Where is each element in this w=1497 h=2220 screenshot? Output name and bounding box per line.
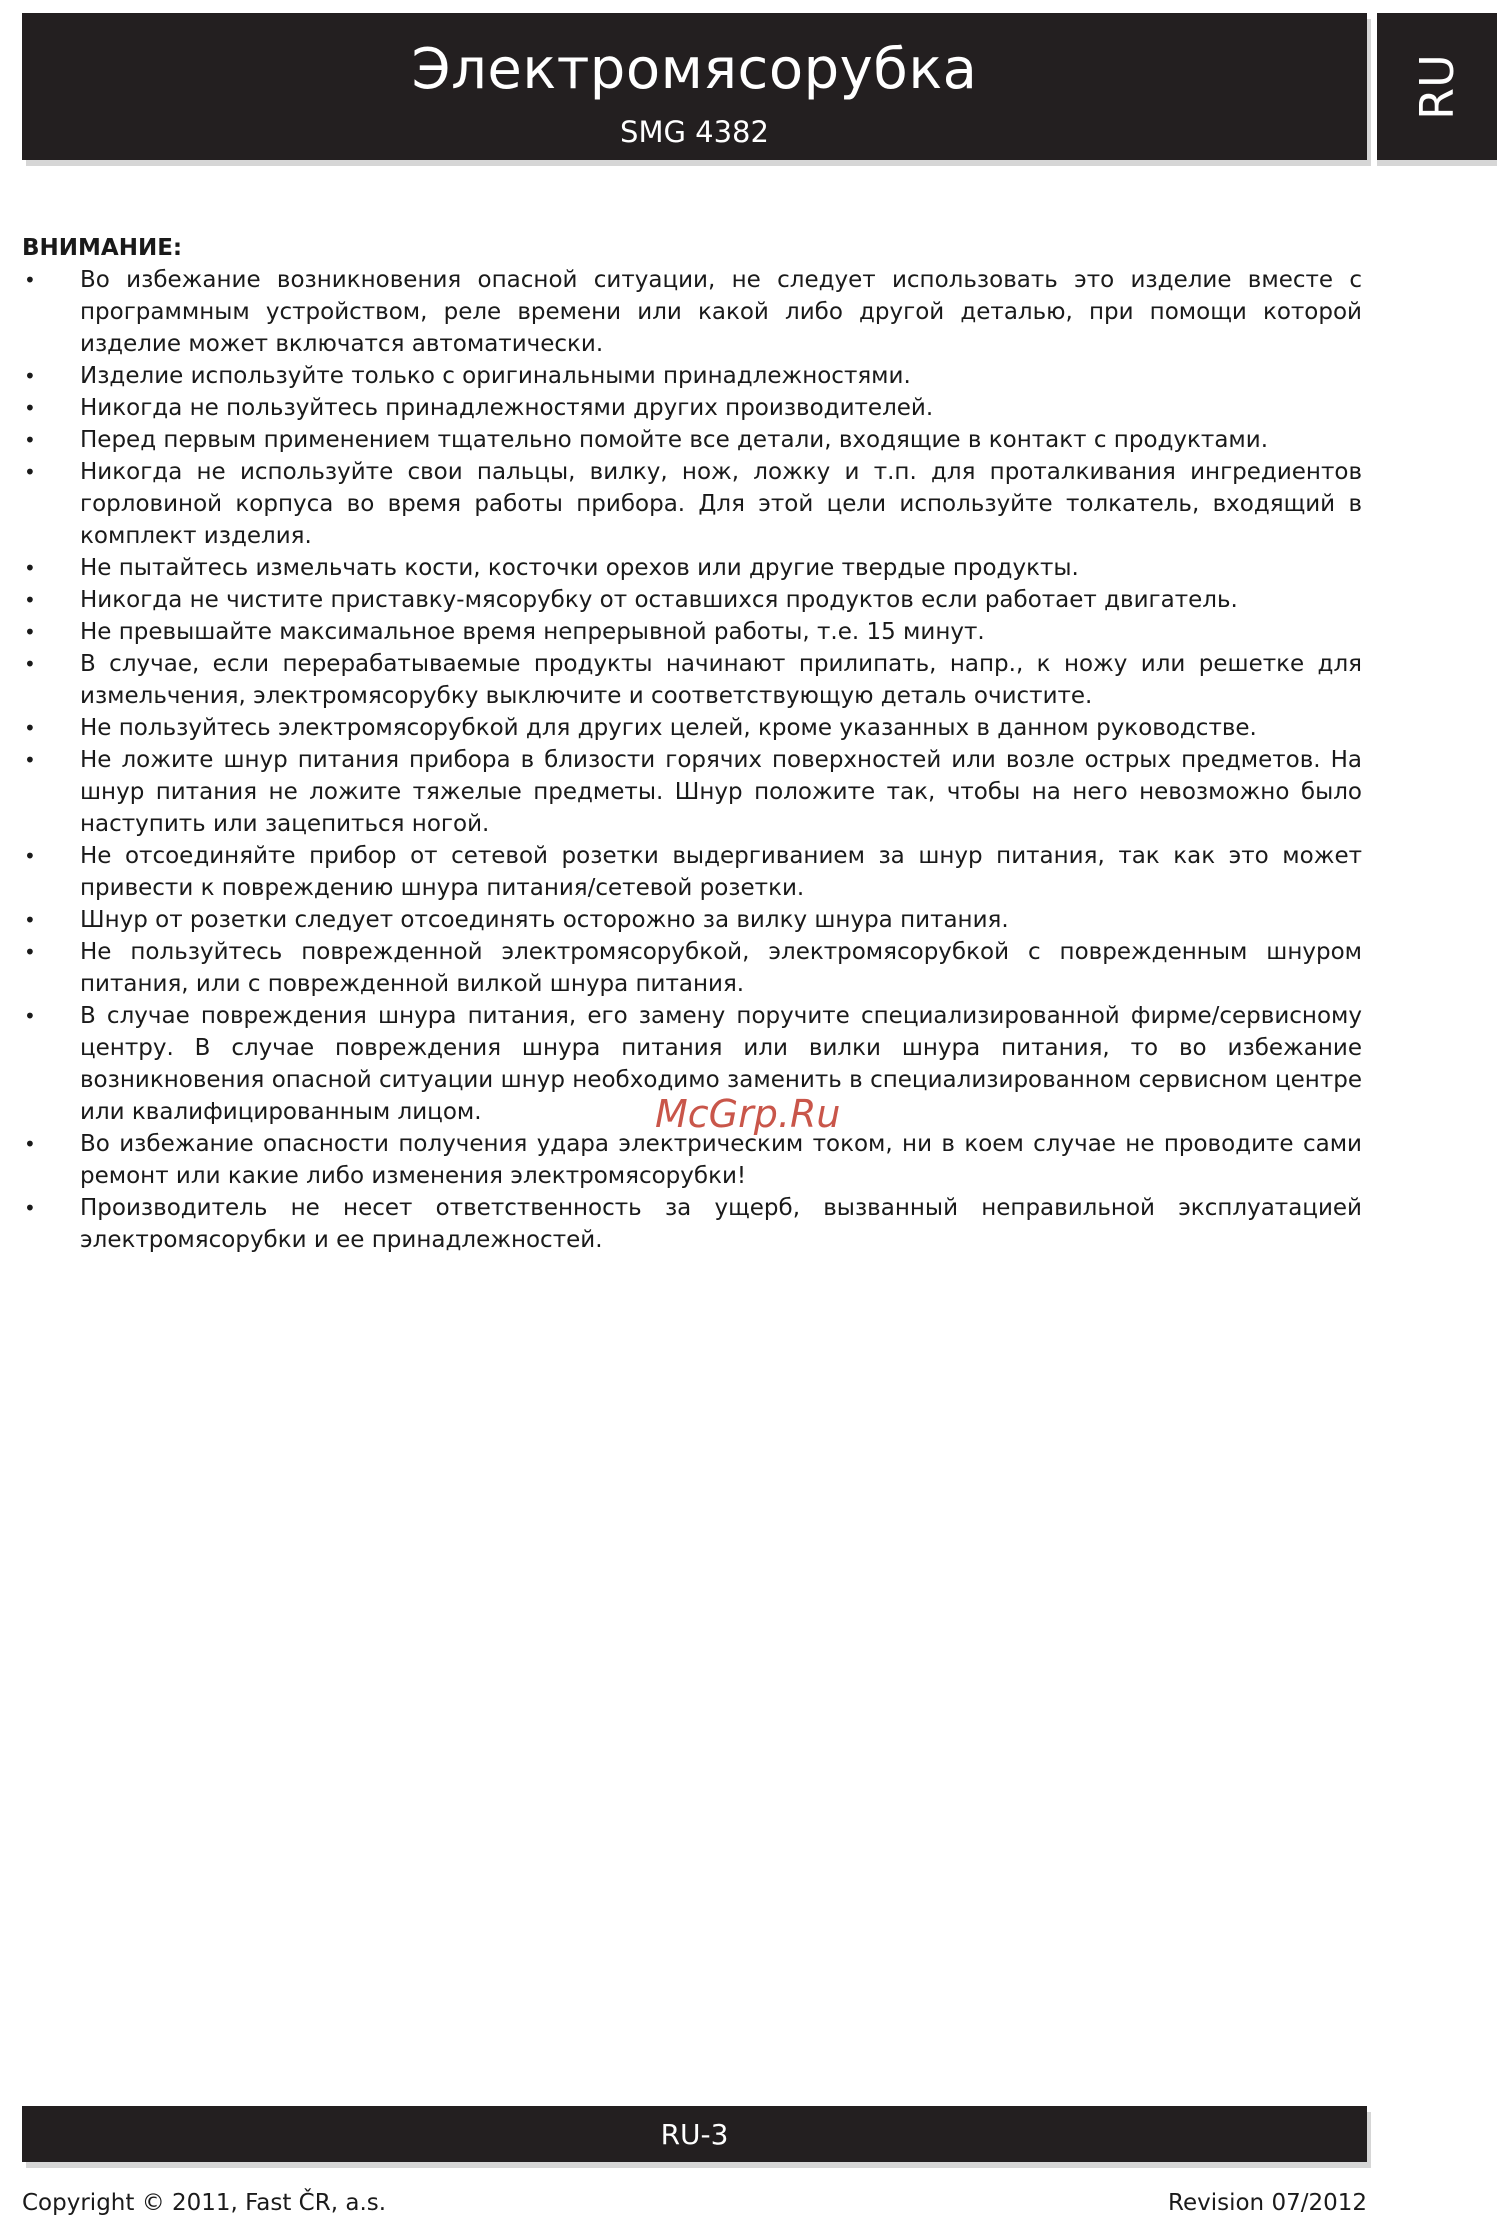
revision: Revision 07/2012 — [1168, 2190, 1367, 2216]
list-item: • Не пользуйтесь поврежденной электромясорубкой, электромясорубкой с поврежденным шнуром питания, или с поврежденной вилкой шнура питания. — [22, 936, 1362, 1000]
page-number: RU-3 — [660, 2118, 729, 2151]
list-item: • Изделие используйте только с оригинальными принадлежностями. — [22, 360, 1362, 392]
list-item: • Перед первым применением тщательно помойте все детали, входящие в контакт с продуктами. — [22, 424, 1362, 456]
list-item: • Не превышайте максимальное время непрерывной работы, т.е. 15 минут. — [22, 616, 1362, 648]
list-item: • Не ложите шнур питания прибора в близости горячих поверхностей или возле острых предметов. На шнур питания не ложите тяжелые предметы. Шнур положите так, чтобы на него невозможно было наступить или зацепиться ногой. — [22, 744, 1362, 840]
list-item: • Во избежание возникновения опасной ситуации, не следует использовать это изделие вместе с программным устройством, реле времени или какой либо другой деталью, при помощи которой изделие может включатся автоматически. — [22, 264, 1362, 360]
list-item: • Производитель не несет ответственность за ущерб, вызванный неправильной эксплуатацией электромясорубки и ее принадлежностей. — [22, 1192, 1362, 1256]
list-item: • Никогда не чистите приставку-мясорубку от оставшихся продуктов если работает двигатель. — [22, 584, 1362, 616]
warning-list — [22, 264, 1362, 1256]
header-bar — [22, 13, 1367, 160]
language-tab — [1377, 13, 1497, 160]
watermark: McGrp.Ru — [655, 1092, 841, 1136]
list-item: • Не отсоединяйте прибор от сетевой розетки выдергиванием за шнур питания, так как это может привести к повреждению шнура питания/сетевой розетки. — [22, 840, 1362, 904]
warning-heading: ВНИМАНИЕ: — [22, 235, 183, 261]
list-item: • Никогда не пользуйтесь принадлежностями других производителей. — [22, 392, 1362, 424]
list-item: • Не пользуйтесь электромясорубкой для других целей, кроме указанных в данном руководстве. — [22, 712, 1362, 744]
language-tab-label: RU — [1410, 53, 1464, 120]
list-item: • Никогда не используйте свои пальцы, вилку, нож, ложку и т.п. для проталкивания ингредиентов горловиной корпуса во время работы прибора. Для этой цели используйте толкатель, входящий в комплект изделия. — [22, 456, 1362, 552]
warnings-section — [22, 232, 1362, 1256]
page-title: Электромясорубка — [411, 37, 978, 102]
list-item: • Во избежание опасности получения удара электрическим током, ни в коем случае не проводите сами ремонт или какие либо изменения электромясорубки! — [22, 1128, 1362, 1192]
copyright: Copyright © 2011, Fast ČR, a.s. — [22, 2190, 387, 2216]
list-item: • Шнур от розетки следует отсоединять осторожно за вилку шнура питания. — [22, 904, 1362, 936]
list-item: • Не пытайтесь измельчать кости, косточки орехов или другие твердые продукты. — [22, 552, 1362, 584]
list-item: • В случае, если перерабатываемые продукты начинают прилипать, напр., к ножу или решетке для измельчения, электромясорубку выключите и соответствующую деталь очистите. — [22, 648, 1362, 712]
footer-bar — [22, 2106, 1367, 2162]
list-item: • В случае повреждения шнура питания, его замену поручите специализированной фирме/сервисному центру. В случае повреждения шнура питания или вилки шнура питания, то во избежание возникновения опасной ситуации шнур необходимо заменить в специализированном сервисном центре или квалифицированным лицом. — [22, 1000, 1362, 1128]
model-number: SMG 4382 — [620, 115, 769, 149]
